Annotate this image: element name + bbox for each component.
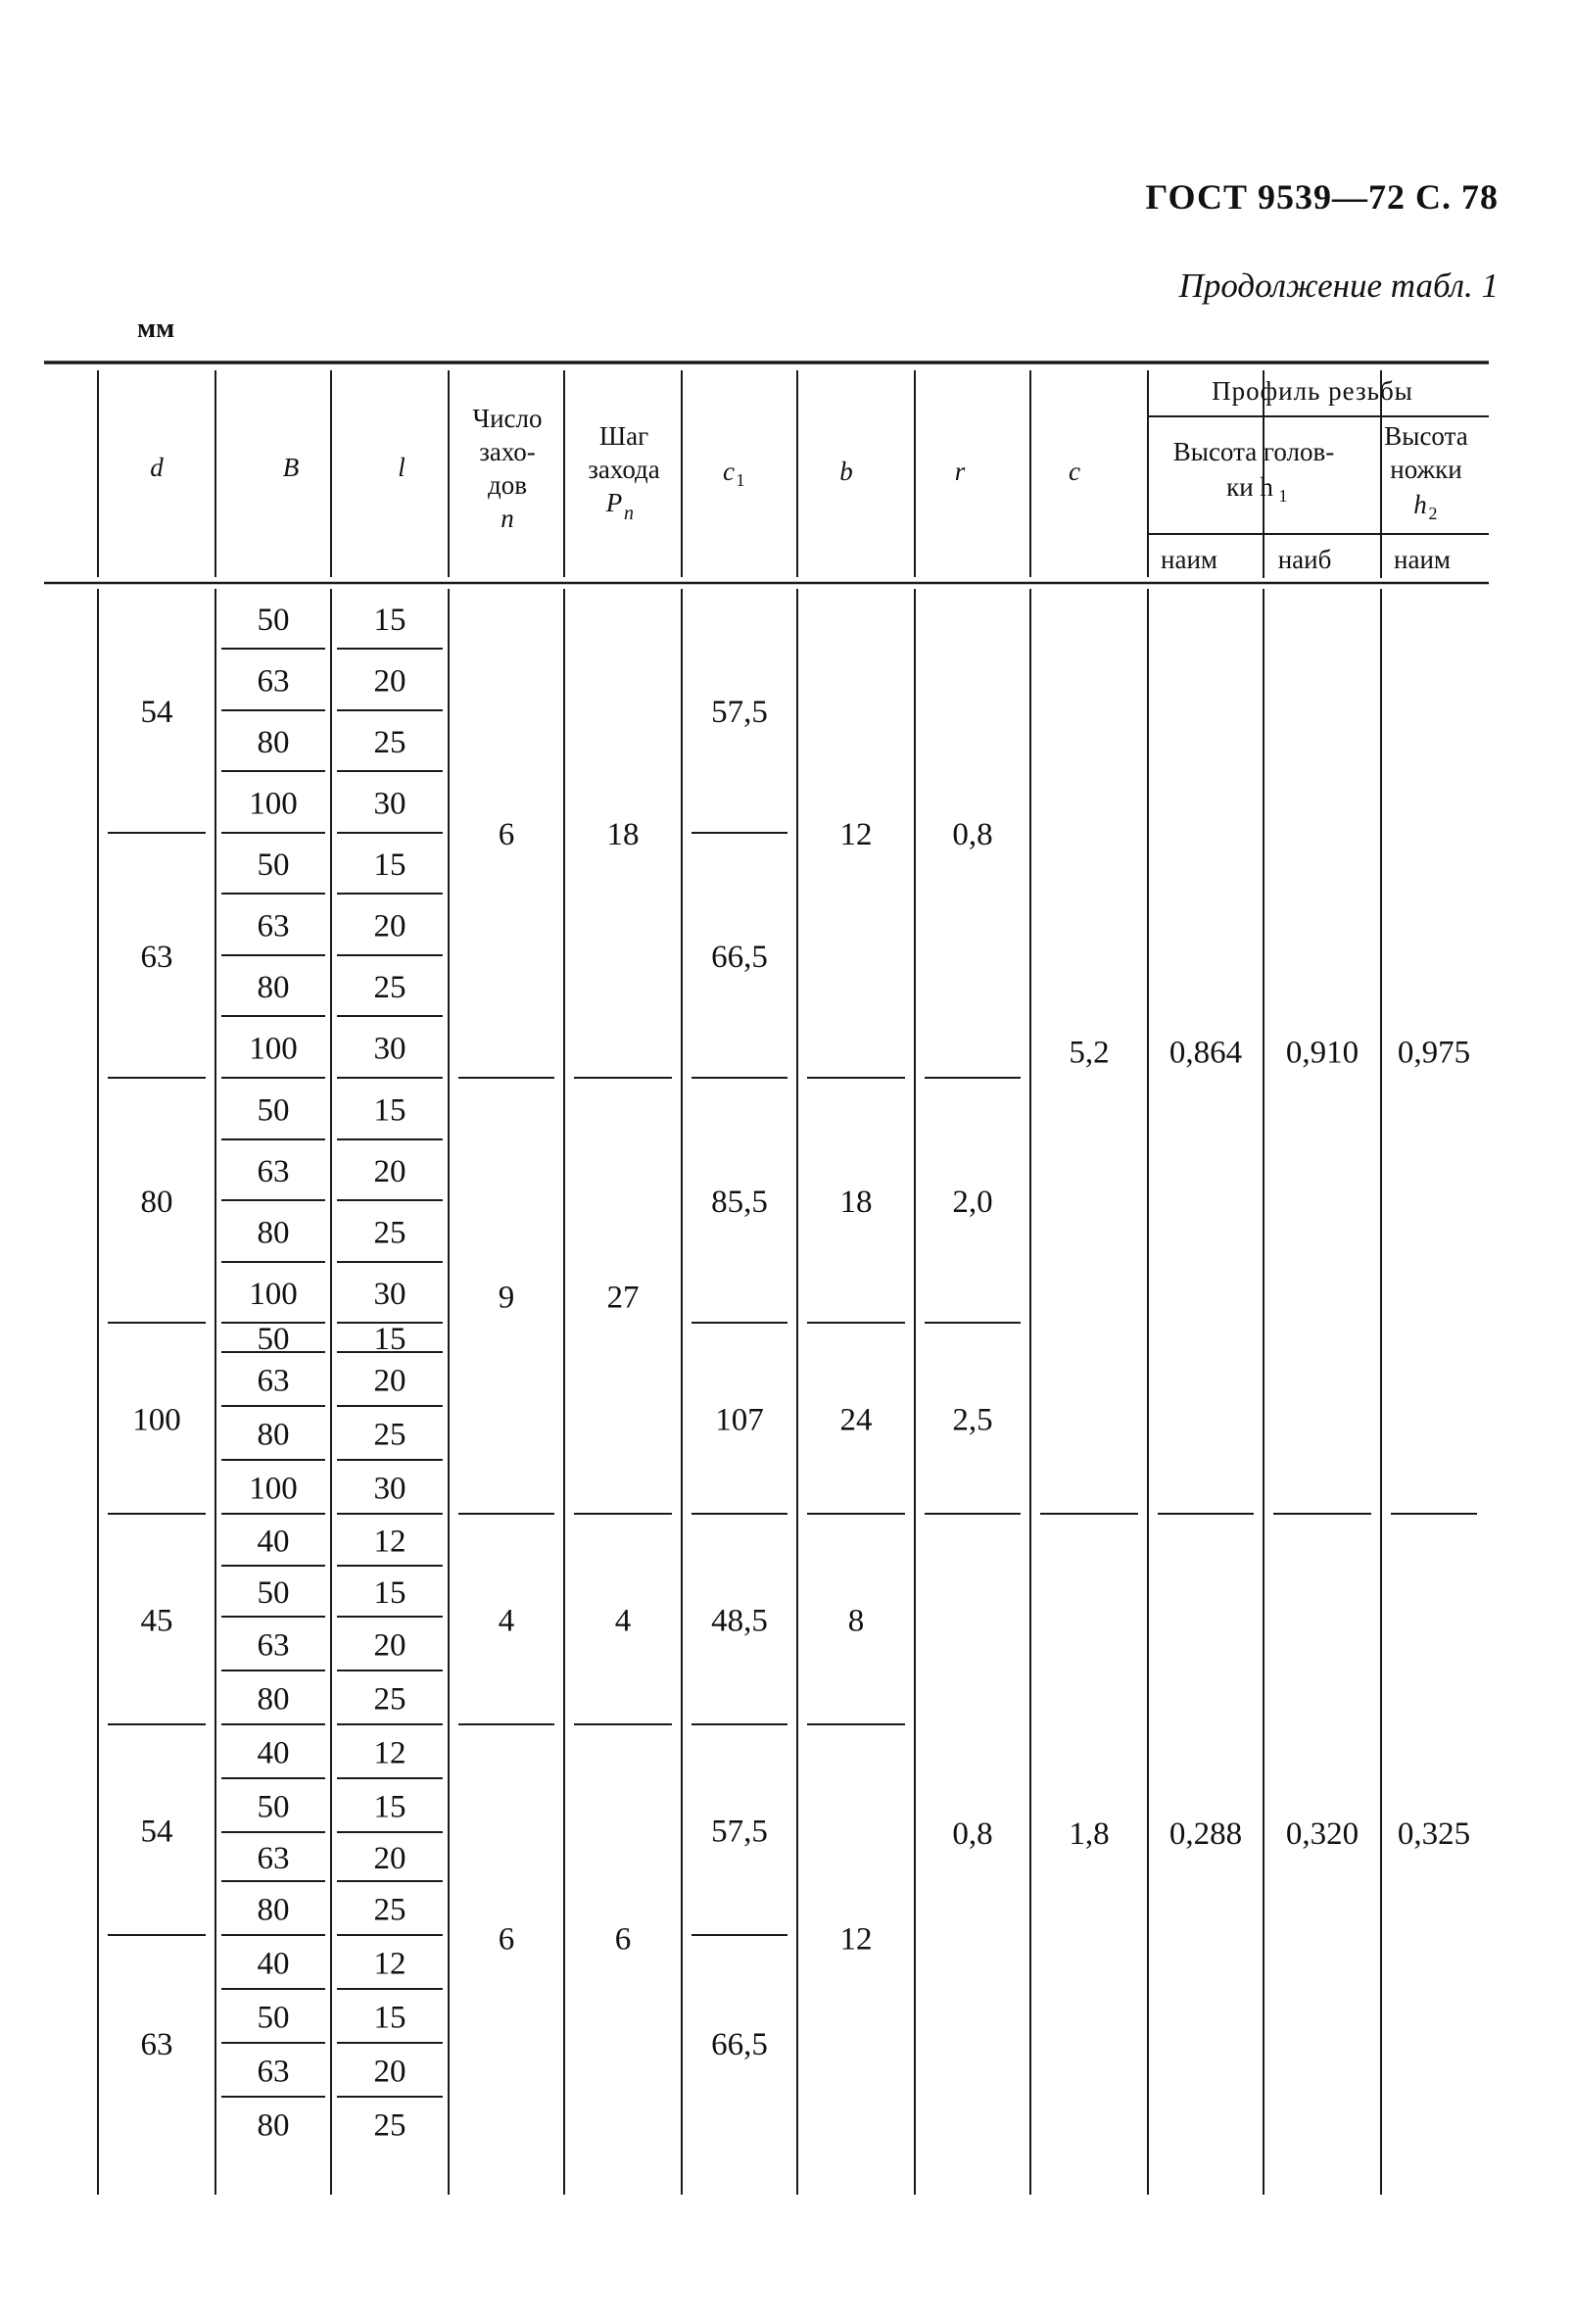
cell-d: 54: [140, 1814, 173, 1850]
header-h1-line1: Высота голов-: [1172, 437, 1335, 466]
cell-b: 12: [839, 817, 873, 852]
cell-d: 54: [140, 695, 173, 730]
cell-B: 50: [257, 1092, 290, 1129]
cell-c1: 66,5: [711, 940, 768, 975]
cell-B: 80: [257, 1215, 290, 1251]
cell-d: 63: [140, 940, 173, 975]
cell-b: 24: [839, 1402, 873, 1438]
cell-l: 25: [373, 970, 406, 1005]
cell-l: 30: [373, 1471, 406, 1507]
cell-n: 6: [498, 817, 515, 852]
cell-h1-max: 0,910: [1285, 1035, 1359, 1071]
cell-B: 50: [257, 847, 290, 883]
header-n-line4: n: [501, 504, 514, 533]
header-d: d: [150, 453, 164, 482]
cell-l: 25: [373, 1892, 406, 1928]
cell-l: 15: [373, 1789, 406, 1825]
cell-h2-min: 0,975: [1397, 1035, 1471, 1071]
cell-B: 80: [257, 725, 290, 760]
cell-pn: 4: [614, 1603, 632, 1639]
header-b: b: [839, 457, 853, 486]
cell-B: 50: [257, 2000, 290, 2036]
header-h1-line2: ки h: [1226, 472, 1273, 502]
cell-r: 2,0: [952, 1185, 993, 1220]
cell-B: 63: [257, 1841, 290, 1876]
table-body: [132, 603, 1470, 2144]
header-n-line1: Число: [472, 404, 543, 433]
cell-B: 100: [249, 1031, 298, 1067]
cell-l: 12: [373, 1524, 406, 1560]
cell-B: 50: [257, 1322, 290, 1357]
cell-h1-min: 0,288: [1169, 1816, 1243, 1852]
cell-c: 1,8: [1069, 1816, 1110, 1852]
header-c: c: [1069, 457, 1080, 486]
header-pn-line3-sub: n: [624, 503, 634, 524]
cell-B: 80: [257, 1892, 290, 1928]
cell-c1: 48,5: [711, 1603, 768, 1639]
cell-r: 0,8: [952, 817, 993, 852]
cell-d: 45: [140, 1603, 173, 1639]
header-h2-sub: 2: [1428, 504, 1438, 523]
cell-l: 15: [373, 1092, 406, 1129]
cell-h1-max: 0,320: [1285, 1816, 1359, 1852]
header-pn-line3: P: [605, 488, 623, 517]
cell-B: 63: [257, 1627, 290, 1664]
cell-c1: 107: [715, 1402, 764, 1438]
cell-d: 63: [140, 2027, 173, 2062]
cell-l: 15: [373, 1322, 406, 1357]
cell-l: 25: [373, 2107, 406, 2144]
cell-d: 80: [140, 1185, 173, 1220]
cell-l: 20: [373, 1154, 406, 1189]
cell-l: 20: [373, 1363, 406, 1399]
cell-n: 6: [498, 1921, 515, 1958]
cell-n: 9: [498, 1280, 515, 1316]
header-h1-min: наим: [1161, 545, 1217, 574]
header-r: r: [954, 457, 966, 486]
cell-l: 15: [373, 1575, 406, 1611]
cell-b: 8: [847, 1603, 865, 1639]
cell-r: 2,5: [952, 1402, 993, 1438]
cell-l: 25: [373, 1681, 406, 1718]
cell-l: 30: [373, 1031, 406, 1067]
cell-l: 25: [373, 1417, 406, 1453]
cell-l: 15: [373, 847, 406, 883]
cell-l: 12: [373, 1946, 406, 1982]
cell-B: 80: [257, 1681, 290, 1718]
cell-l: 20: [373, 1841, 406, 1876]
cell-pn: 27: [606, 1280, 640, 1316]
cell-B: 50: [257, 1789, 290, 1825]
cell-l: 20: [373, 1627, 406, 1664]
cell-c1: 66,5: [711, 2027, 768, 2062]
units-label: мм: [137, 314, 175, 344]
cell-h2-min: 0,325: [1397, 1816, 1471, 1852]
header-h2-line3: h: [1413, 490, 1427, 519]
cell-c1: 85,5: [711, 1185, 768, 1220]
cell-B: 100: [249, 1277, 298, 1312]
cell-b: 18: [839, 1185, 873, 1220]
cell-l: 15: [373, 603, 406, 638]
cell-pn: 6: [614, 1921, 632, 1958]
table-header: [150, 376, 1467, 574]
cell-B: 63: [257, 1154, 290, 1189]
cell-B: 80: [257, 970, 290, 1005]
header-n-line3: дов: [488, 470, 527, 500]
standard-page-header: ГОСТ 9539—72 С. 78: [1145, 177, 1499, 217]
cell-B: 63: [257, 908, 290, 944]
cell-n: 4: [498, 1603, 515, 1639]
cell-B: 40: [257, 1524, 290, 1560]
cell-B: 63: [257, 663, 290, 700]
cell-h1-min: 0,864: [1169, 1035, 1243, 1071]
cell-l: 20: [373, 908, 406, 944]
cell-b: 12: [839, 1921, 873, 1958]
cell-c: 5,2: [1069, 1035, 1110, 1071]
cell-c1: 57,5: [711, 695, 768, 730]
header-c1-sub: 1: [736, 470, 745, 490]
header-pn-line1: Шаг: [598, 421, 649, 451]
cell-B: 50: [257, 603, 290, 638]
cell-d: 100: [132, 1402, 181, 1438]
cell-l: 20: [373, 663, 406, 700]
header-l: l: [398, 453, 405, 482]
header-c1: c: [723, 457, 735, 486]
cell-B: 40: [257, 1735, 290, 1771]
cell-B: 63: [257, 1363, 290, 1399]
cell-B: 50: [257, 1575, 290, 1611]
cell-l: 20: [373, 2054, 406, 2090]
header-h2-line2: ножки: [1390, 455, 1462, 484]
cell-pn: 18: [606, 817, 640, 852]
cell-l: 25: [373, 725, 406, 760]
header-h1-sub: 1: [1278, 486, 1288, 506]
cell-B: 100: [249, 786, 298, 822]
cell-c1: 57,5: [711, 1814, 768, 1850]
header-h2-line1: Высота: [1384, 421, 1468, 451]
cell-l: 15: [373, 2000, 406, 2036]
cell-B: 100: [249, 1471, 298, 1507]
cell-B: 63: [257, 2054, 290, 2090]
cell-l: 12: [373, 1735, 406, 1771]
cell-B: 40: [257, 1946, 290, 1982]
table-continuation-label: Продолжение табл. 1: [1178, 266, 1499, 305]
cell-B: 80: [257, 2107, 290, 2144]
header-n-line2: захо-: [479, 437, 536, 466]
cell-r: 0,8: [952, 1816, 993, 1852]
header-h1-max: наиб: [1277, 545, 1332, 574]
header-pn-line2: захода: [588, 455, 660, 484]
header-thread-profile: Профиль резьбы: [1212, 376, 1413, 406]
cell-l: 25: [373, 1215, 406, 1251]
header-B: B: [282, 453, 300, 482]
cell-B: 80: [257, 1417, 290, 1453]
header-h2-min: наим: [1394, 545, 1451, 574]
cell-l: 30: [373, 786, 406, 822]
cell-l: 30: [373, 1277, 406, 1312]
